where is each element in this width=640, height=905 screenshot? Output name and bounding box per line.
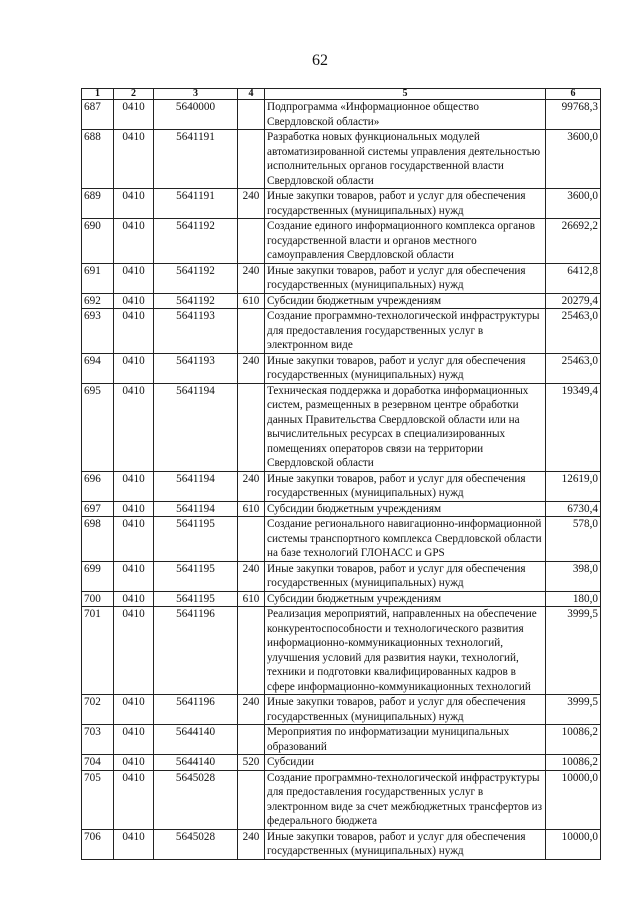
expense-type-cell: 240 — [238, 471, 265, 501]
row-number-cell: 706 — [82, 829, 114, 859]
row-number-cell: 700 — [82, 591, 114, 607]
item-name-cell: Иные закупки товаров, работ и услуг для обеспечения государственных (муниципальных) нужд — [265, 829, 546, 859]
table-row — [82, 353, 601, 383]
section-code-cell: 0410 — [114, 471, 154, 501]
expense-type-cell — [238, 517, 265, 562]
table-row — [82, 770, 601, 829]
item-name-cell: Создание программно-технологической инфраструктуры для предоставления государственных услуг в электронном виде — [265, 309, 546, 354]
table-row — [82, 130, 601, 189]
item-name-cell: Создание регионального навигационно-информационной системы транспортного комплекса Свердловской области на базе технологий ГЛОНАСС и GPS — [265, 517, 546, 562]
item-name-cell: Создание программно-технологической инфраструктуры для предоставления государственных услуг в электронном виде за счет межбюджетных трансфертов из федерального бюджета — [265, 770, 546, 829]
section-code-cell: 0410 — [114, 501, 154, 517]
amount-cell: 6412,8 — [546, 263, 601, 293]
expense-type-cell: 240 — [238, 695, 265, 725]
section-code-cell: 0410 — [114, 130, 154, 189]
item-name-cell: Реализация мероприятий, направленных на обеспечение конкурентоспособности и технологического развития информационно-коммуникационных технологий, улучшения условий для развития науки, технологий, техники и подготовки квалифицированных кадров в сфере информационно-коммуникационных технологий — [265, 607, 546, 695]
item-name-cell: Иные закупки товаров, работ и услуг для обеспечения государственных (муниципальных) нужд — [265, 471, 546, 501]
expense-type-cell — [238, 607, 265, 695]
target-article-cell: 5641195 — [154, 517, 238, 562]
item-name-cell: Субсидии — [265, 755, 546, 771]
target-article-cell: 5640000 — [154, 100, 238, 130]
table-body — [82, 100, 601, 860]
column-6-header: 6 — [546, 89, 601, 100]
table-row — [82, 263, 601, 293]
expense-type-cell: 520 — [238, 755, 265, 771]
target-article-cell: 5641191 — [154, 130, 238, 189]
target-article-cell: 5641196 — [154, 607, 238, 695]
amount-cell: 398,0 — [546, 561, 601, 591]
section-code-cell: 0410 — [114, 561, 154, 591]
target-article-cell: 5641192 — [154, 263, 238, 293]
target-article-cell: 5641194 — [154, 471, 238, 501]
section-code-cell: 0410 — [114, 770, 154, 829]
target-article-cell: 5641191 — [154, 189, 238, 219]
table-row — [82, 309, 601, 354]
table-row — [82, 725, 601, 755]
amount-cell: 578,0 — [546, 517, 601, 562]
expense-type-cell — [238, 130, 265, 189]
amount-cell: 10000,0 — [546, 829, 601, 859]
row-number-cell: 701 — [82, 607, 114, 695]
target-article-cell: 5641196 — [154, 695, 238, 725]
item-name-cell: Иные закупки товаров, работ и услуг для обеспечения государственных (муниципальных) нужд — [265, 263, 546, 293]
column-2-header: 2 — [114, 89, 154, 100]
amount-cell: 12619,0 — [546, 471, 601, 501]
row-number-cell: 693 — [82, 309, 114, 354]
target-article-cell: 5641195 — [154, 561, 238, 591]
table-row — [82, 219, 601, 264]
amount-cell: 3999,5 — [546, 695, 601, 725]
expense-type-cell: 610 — [238, 293, 265, 309]
row-number-cell: 704 — [82, 755, 114, 771]
section-code-cell: 0410 — [114, 725, 154, 755]
table-row — [82, 517, 601, 562]
section-code-cell: 0410 — [114, 517, 154, 562]
table-row — [82, 293, 601, 309]
expense-type-cell: 240 — [238, 189, 265, 219]
table-row — [82, 829, 601, 859]
column-4-header: 4 — [238, 89, 265, 100]
row-number-cell: 695 — [82, 383, 114, 471]
row-number-cell: 691 — [82, 263, 114, 293]
expense-type-cell — [238, 309, 265, 354]
amount-cell: 99768,3 — [546, 100, 601, 130]
row-number-cell: 687 — [82, 100, 114, 130]
item-name-cell: Создание единого информационного комплекса органов государственной власти и органов местного самоуправления Свердловской области — [265, 219, 546, 264]
expense-type-cell — [238, 725, 265, 755]
column-1-header: 1 — [82, 89, 114, 100]
target-article-cell: 5645028 — [154, 770, 238, 829]
target-article-cell: 5641194 — [154, 383, 238, 471]
table-row — [82, 383, 601, 471]
row-number-cell: 689 — [82, 189, 114, 219]
amount-cell: 6730,4 — [546, 501, 601, 517]
item-name-cell: Разработка новых функциональных модулей автоматизированной системы управления деятельностью исполнительных органов государственной власти Свердловской области — [265, 130, 546, 189]
expense-type-cell: 240 — [238, 263, 265, 293]
row-number-cell: 699 — [82, 561, 114, 591]
row-number-cell: 705 — [82, 770, 114, 829]
table-row — [82, 189, 601, 219]
expense-type-cell — [238, 770, 265, 829]
amount-cell: 3600,0 — [546, 130, 601, 189]
amount-cell: 10086,2 — [546, 725, 601, 755]
item-name-cell: Субсидии бюджетным учреждениям — [265, 591, 546, 607]
item-name-cell: Иные закупки товаров, работ и услуг для обеспечения государственных (муниципальных) нужд — [265, 353, 546, 383]
expense-type-cell: 240 — [238, 561, 265, 591]
item-name-cell: Мероприятия по информатизации муниципальных образований — [265, 725, 546, 755]
amount-cell: 10086,2 — [546, 755, 601, 771]
row-number-cell: 694 — [82, 353, 114, 383]
expense-type-cell: 240 — [238, 353, 265, 383]
section-code-cell: 0410 — [114, 219, 154, 264]
amount-cell: 180,0 — [546, 591, 601, 607]
row-number-cell: 696 — [82, 471, 114, 501]
amount-cell: 3999,5 — [546, 607, 601, 695]
section-code-cell: 0410 — [114, 100, 154, 130]
section-code-cell: 0410 — [114, 309, 154, 354]
expense-type-cell — [238, 383, 265, 471]
section-code-cell: 0410 — [114, 591, 154, 607]
budget-table — [81, 88, 601, 860]
table-row — [82, 607, 601, 695]
target-article-cell: 5641192 — [154, 219, 238, 264]
target-article-cell: 5644140 — [154, 755, 238, 771]
row-number-cell: 692 — [82, 293, 114, 309]
section-code-cell: 0410 — [114, 383, 154, 471]
table-row — [82, 591, 601, 607]
target-article-cell: 5641193 — [154, 309, 238, 354]
expense-type-cell — [238, 219, 265, 264]
item-name-cell: Подпрограмма «Информационное общество Свердловской области» — [265, 100, 546, 130]
column-3-header: 3 — [154, 89, 238, 100]
section-code-cell: 0410 — [114, 293, 154, 309]
table-row — [82, 561, 601, 591]
row-number-cell: 698 — [82, 517, 114, 562]
section-code-cell: 0410 — [114, 695, 154, 725]
row-number-cell: 688 — [82, 130, 114, 189]
table-row — [82, 100, 601, 130]
target-article-cell: 5645028 — [154, 829, 238, 859]
expense-type-cell: 610 — [238, 501, 265, 517]
amount-cell: 19349,4 — [546, 383, 601, 471]
section-code-cell: 0410 — [114, 263, 154, 293]
target-article-cell: 5641195 — [154, 591, 238, 607]
table-header — [82, 89, 601, 100]
row-number-cell: 690 — [82, 219, 114, 264]
row-number-cell: 702 — [82, 695, 114, 725]
target-article-cell: 5641193 — [154, 353, 238, 383]
expense-type-cell — [238, 100, 265, 130]
amount-cell: 26692,2 — [546, 219, 601, 264]
target-article-cell: 5641194 — [154, 501, 238, 517]
section-code-cell: 0410 — [114, 353, 154, 383]
item-name-cell: Субсидии бюджетным учреждениям — [265, 501, 546, 517]
item-name-cell: Иные закупки товаров, работ и услуг для обеспечения государственных (муниципальных) нужд — [265, 695, 546, 725]
item-name-cell: Иные закупки товаров, работ и услуг для обеспечения государственных (муниципальных) нужд — [265, 561, 546, 591]
amount-cell: 25463,0 — [546, 353, 601, 383]
column-5-header: 5 — [265, 89, 546, 100]
table-row — [82, 471, 601, 501]
item-name-cell: Техническая поддержка и доработка информационных систем, размещенных в резервном центре обработки данных Правительства Свердловской области или на вычислительных ресурсах в специализированных помещениях операторов связи на территории Свердловской области — [265, 383, 546, 471]
section-code-cell: 0410 — [114, 607, 154, 695]
table-row — [82, 695, 601, 725]
amount-cell: 3600,0 — [546, 189, 601, 219]
amount-cell: 25463,0 — [546, 309, 601, 354]
expense-type-cell: 610 — [238, 591, 265, 607]
table-row — [82, 501, 601, 517]
section-code-cell: 0410 — [114, 189, 154, 219]
expense-type-cell: 240 — [238, 829, 265, 859]
section-code-cell: 0410 — [114, 755, 154, 771]
amount-cell: 20279,4 — [546, 293, 601, 309]
amount-cell: 10000,0 — [546, 770, 601, 829]
item-name-cell: Субсидии бюджетным учреждениям — [265, 293, 546, 309]
table-row — [82, 755, 601, 771]
item-name-cell: Иные закупки товаров, работ и услуг для обеспечения государственных (муниципальных) нужд — [265, 189, 546, 219]
row-number-cell: 697 — [82, 501, 114, 517]
section-code-cell: 0410 — [114, 829, 154, 859]
target-article-cell: 5641192 — [154, 293, 238, 309]
row-number-cell: 703 — [82, 725, 114, 755]
page-number: 62 — [312, 52, 328, 69]
target-article-cell: 5644140 — [154, 725, 238, 755]
